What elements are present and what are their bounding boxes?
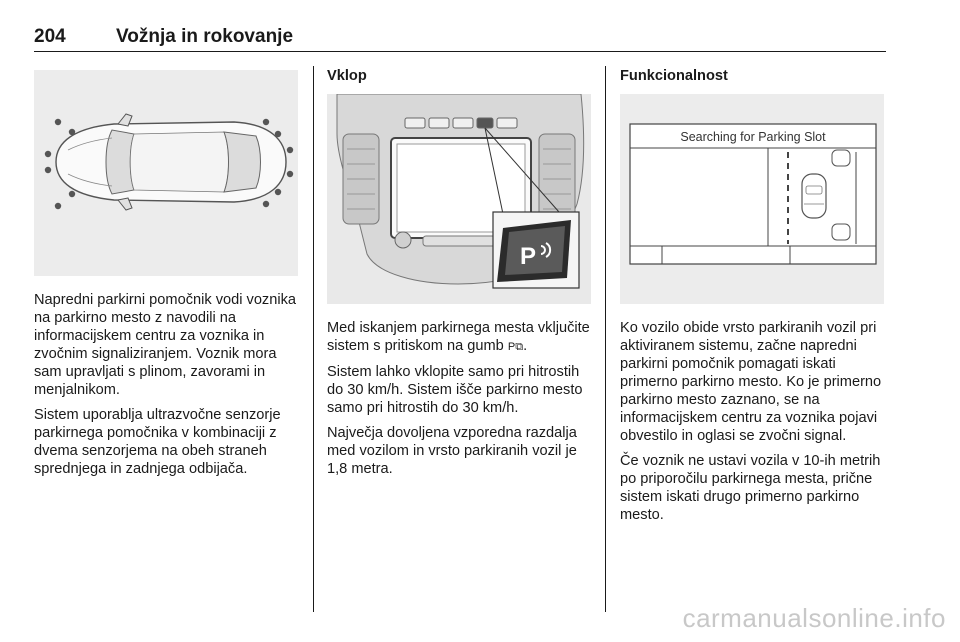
paragraph: Ko vozilo obide vrsto parkiranih vozil pri aktiviranem sistemu, začne napredni parkirni pomočnik pomagati iskati primerno parkirno mesto. Ko je primerno parkirno mesto zaznano, se na informacijskem centru za voznika pojavi obvestilo in oglasi se zvočni signal.	[620, 320, 882, 444]
display-title: Searching for Parking Slot	[680, 130, 826, 144]
section-heading-funkcionalnost: Funkcionalnost	[620, 68, 728, 84]
paragraph: Največja dovoljena vzporedna razdalja med vozilom in vrsto parkiranih vozil je 1,8 metra.	[327, 425, 577, 477]
dashboard-button-figure	[327, 94, 591, 304]
column-3-text	[620, 319, 890, 531]
dashboard-illustration	[327, 94, 591, 304]
column-divider-2	[605, 66, 606, 612]
parking-button-label: P	[520, 243, 537, 270]
chapter-title: Vožnja in rokovanje	[116, 26, 294, 47]
column-1-text	[34, 291, 304, 485]
column-divider-1	[313, 66, 314, 612]
paragraph: Sistem uporablja ultrazvočne senzorje parkirnega pomočnika v kombinaciji z dvema senzorjema na obeh straneh sprednjega in zadnjega odbijača.	[34, 407, 281, 477]
paragraph	[327, 319, 597, 356]
paragraph: Napredni parkirni pomočnik vodi voznika na parkirno mesto z navodili na informacijskem centru za voznika in zvočnim signaliziranjem. Voznik mora sam upravljati s plinom, zavorami in menjalnikom.	[34, 292, 297, 398]
car-top-view-illustration	[34, 70, 298, 276]
paragraph: Če voznik ne ustavi vozila v 10-ih metrih po priporočilu parkirnega mesta, prične sistem iskati drugo primerno parkirno mesto.	[620, 453, 881, 523]
header-rule	[34, 51, 886, 52]
watermark: carmanualsonline.info	[682, 603, 946, 633]
page-number: 204	[34, 26, 66, 47]
section-heading-vklop: Vklop	[327, 68, 367, 84]
car-sensor-figure	[34, 70, 298, 276]
column-2-text	[327, 319, 597, 485]
text-run: Med iskanjem parkirnega mesta vključite sistem s pritiskom na gumb	[327, 320, 590, 354]
text-run: .	[523, 338, 528, 354]
parking-slot-display	[620, 94, 884, 304]
paragraph: Sistem lahko vklopite samo pri hitrostih do 30 km/h. Sistem išče parkirno mesto samo pri hitrostih do 30 km/h.	[327, 364, 583, 416]
page-header	[34, 26, 886, 52]
parking-display-figure	[620, 94, 884, 304]
parking-assist-icon: P⧉	[507, 341, 524, 353]
